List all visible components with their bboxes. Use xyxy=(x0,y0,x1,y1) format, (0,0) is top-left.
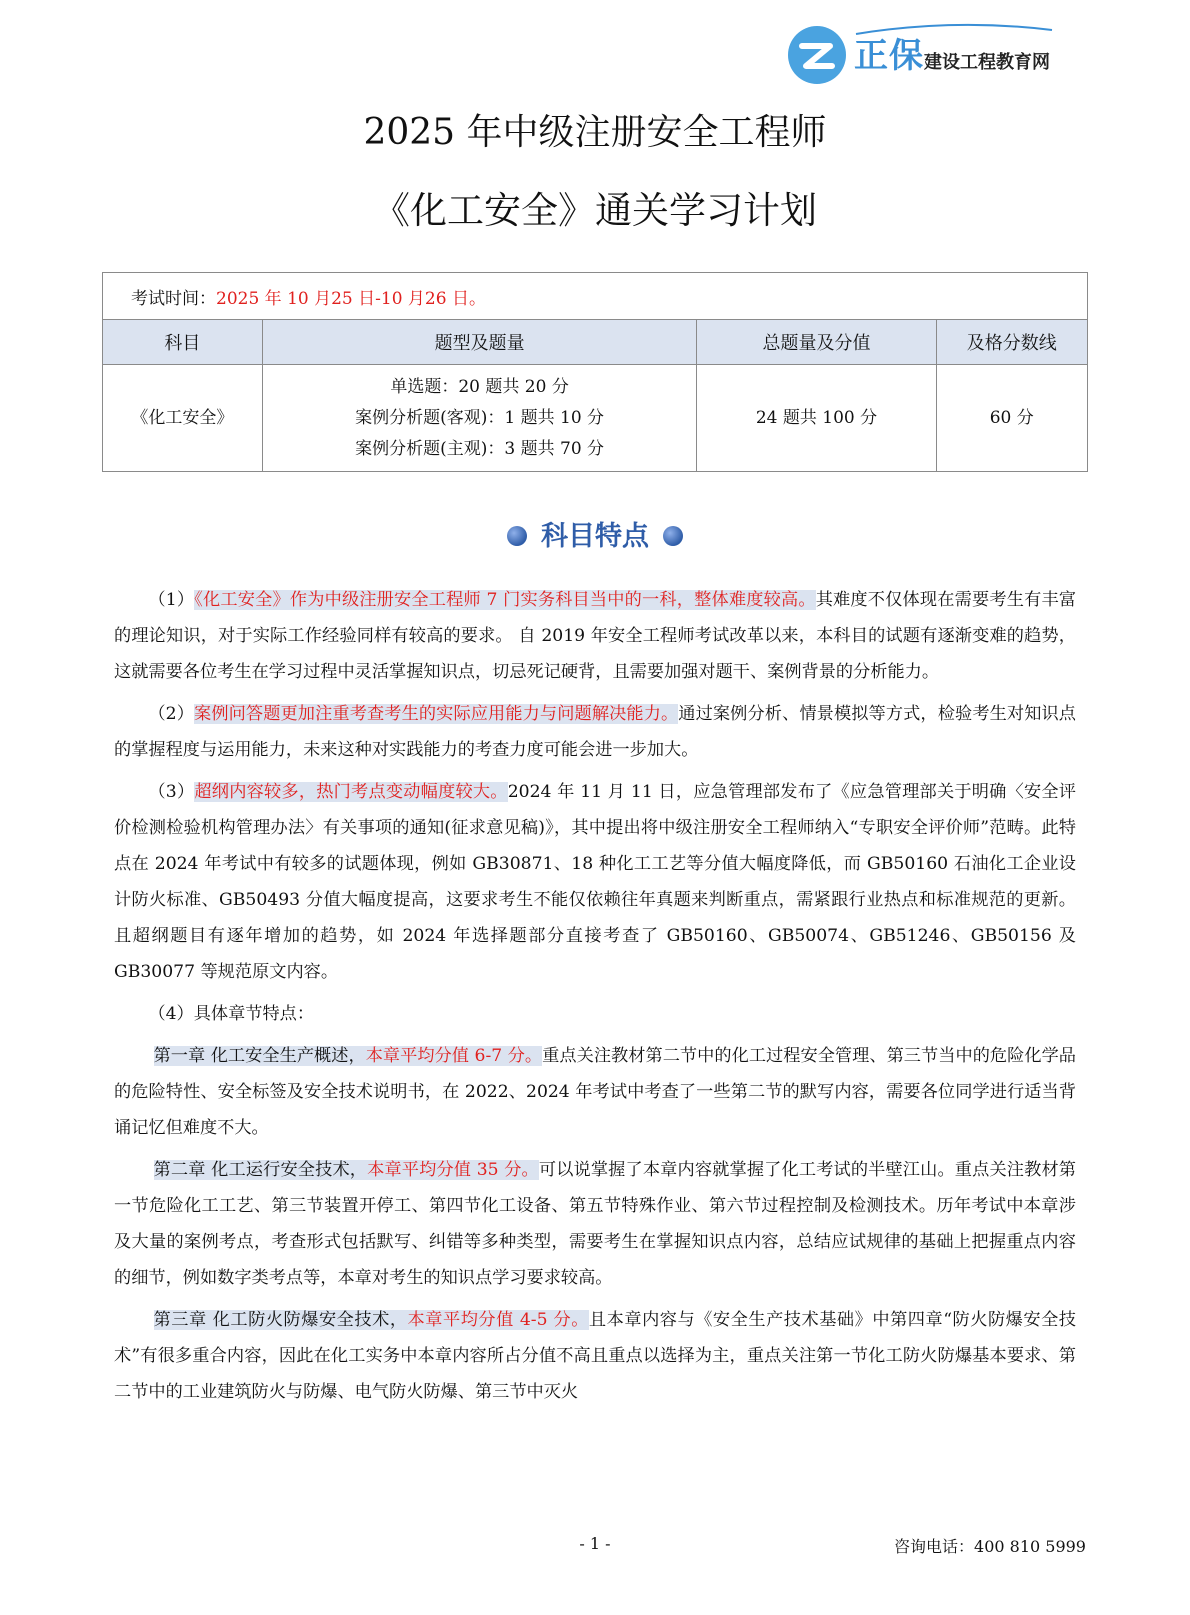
chapter-score: 本章平均分值 35 分。 xyxy=(367,1160,539,1180)
cell-question-types xyxy=(262,365,697,472)
cell-total: 24 题共 100 分 xyxy=(697,365,936,472)
paragraph-2 xyxy=(114,696,1076,768)
chapter-name: 第一章 化工安全生产概述， xyxy=(153,1046,366,1066)
paragraph-3 xyxy=(114,774,1076,990)
question-type-line: 单选题：20 题共 20 分 xyxy=(390,376,569,397)
page-title-line2: 《化工安全》通关学习计划 xyxy=(373,189,817,232)
highlight-text: 超纲内容较多，热门考点变动幅度较大。 xyxy=(194,782,508,802)
question-type-line: 案例分析题(主观)：3 题共 70 分 xyxy=(355,438,605,459)
chapter-1-paragraph xyxy=(114,1038,1076,1146)
logo-emblem-icon xyxy=(788,26,846,84)
header-subject: 科目 xyxy=(103,320,263,365)
section-heading xyxy=(0,514,1190,553)
cell-pass: 60 分 xyxy=(936,365,1087,472)
body-text xyxy=(114,582,1076,1416)
bullet-dot-icon xyxy=(507,526,527,546)
paragraph-text: 通过案例分析、情景模拟等方式，检验考生对知识点的掌握程度与运用能力，未来这种对实践能力的考查力度可能会进一步加大。 xyxy=(114,704,1076,760)
highlight-text: 案例问答题更加注重考查考生的实际应用能力与问题解决能力。 xyxy=(194,704,679,724)
chapter-score: 本章平均分值 4-5 分。 xyxy=(407,1310,589,1330)
exam-time-row xyxy=(103,273,1088,320)
paragraph-prefix: （2） xyxy=(148,704,195,724)
paragraph-text: 且本章内容与《安全生产技术基础》中第四章“防火防爆安全技术”有很多重合内容，因此在化工实务中本章内容所占分值不高且重点以选择为主，重点关注第一节化工防火防爆基本要求、第二节中的工业建筑防火与防爆、电气防火防爆、第三节中灭火 xyxy=(114,1310,1076,1402)
page-number: - 1 - xyxy=(579,1534,611,1553)
cell-subject: 《化工安全》 xyxy=(103,365,263,472)
paragraph-text: 2024 年 11 月 11 日，应急管理部发布了《应急管理部关于明确〈安全评价检测检验机构管理办法〉有关事项的通知(征求意见稿)》，其中提出将中级注册安全工程师纳入“专职安全评价师”范畴。此特点在 2024 年考试中有较多的试题体现，例如 GB30871、18 种化工工艺等分值大幅度降低，而 GB50160 石油化工企业设计防火标准、GB50493 分值大幅度提高，这要求考生不能仅依赖往年真题来判断重点，需紧跟行业热点和标准规范的更新。且超纲题目有逐年增加的趋势，如 2024 年选择题部分直接考查了 GB50160、GB50074、GB51246、GB50156 及 GB30077 等规范原文内容。 xyxy=(114,782,1076,982)
logo-sub-text: 建设工程教育网 xyxy=(924,52,1050,73)
chapter-3-paragraph xyxy=(114,1302,1076,1410)
logo-brand-text: 正保 xyxy=(854,36,924,76)
exam-info-table xyxy=(102,272,1088,472)
bullet-dot-icon xyxy=(663,526,683,546)
paragraph-4: （4）具体章节特点： xyxy=(148,1004,315,1024)
chapter-name: 第二章 化工运行安全技术， xyxy=(153,1160,368,1180)
paragraph-prefix: （1） xyxy=(148,590,195,610)
page-title-line1: 2025 年中级注册安全工程师 xyxy=(363,112,827,153)
chapter-2-paragraph xyxy=(114,1152,1076,1296)
highlight-text: 《化工安全》作为中级注册安全工程师 7 门实务科目当中的一科，整体难度较高。 xyxy=(194,590,816,610)
table-row xyxy=(103,365,1088,472)
paragraph-prefix: （3） xyxy=(148,782,195,802)
section-heading-text: 科目特点 xyxy=(541,521,649,552)
paragraph-1 xyxy=(114,582,1076,690)
table-header-row xyxy=(103,320,1088,365)
question-type-line: 案例分析题(客观)：1 题共 10 分 xyxy=(355,407,605,428)
paragraph-text: 可以说掌握了本章内容就掌握了化工考试的半壁江山。重点关注教材第一节危险化工工艺、第三节装置开停工、第四节化工设备、第五节特殊作业、第六节过程控制及检测技术。历年考试中本章涉及大量的案例考点，考查形式包括默写、纠错等多种类型，需要考生在掌握知识点内容，总结应试规律的基础上把握重点内容的细节，例如数字类考点等，本章对考生的知识点学习要求较高。 xyxy=(114,1160,1076,1288)
exam-time-label: 考试时间： xyxy=(131,288,216,309)
header-total: 总题量及分值 xyxy=(697,320,936,365)
exam-time-value: 2025 年 10 月25 日-10 月26 日。 xyxy=(216,288,486,309)
chapter-score: 本章平均分值 6-7 分。 xyxy=(365,1046,543,1066)
consult-phone: 咨询电话：400 810 5999 xyxy=(894,1537,1086,1556)
header-question-types: 题型及题量 xyxy=(262,320,697,365)
header-pass: 及格分数线 xyxy=(936,320,1087,365)
paragraph-text: 重点关注教材第二节中的化工过程安全管理、第三节当中的危险化学品的危险特性、安全标签及安全技术说明书，在 2022、2024 年考试中考查了一些第二节的默写内容，需要各位同学进行适当背诵记忆但难度不大。 xyxy=(114,1046,1076,1138)
paragraph-text: 其难度不仅体现在需要考生有丰富的理论知识，对于实际工作经验同样有较高的要求。 自 2019 年安全工程师考试改革以来，本科目的试题有逐渐变难的趋势，这就需要各位考生在学习过程中灵活掌握知识点，切忌死记硬背，且需要加强对题干、案例背景的分析能力。 xyxy=(114,590,1077,682)
chapter-name: 第三章 化工防火防爆安全技术， xyxy=(153,1310,408,1330)
